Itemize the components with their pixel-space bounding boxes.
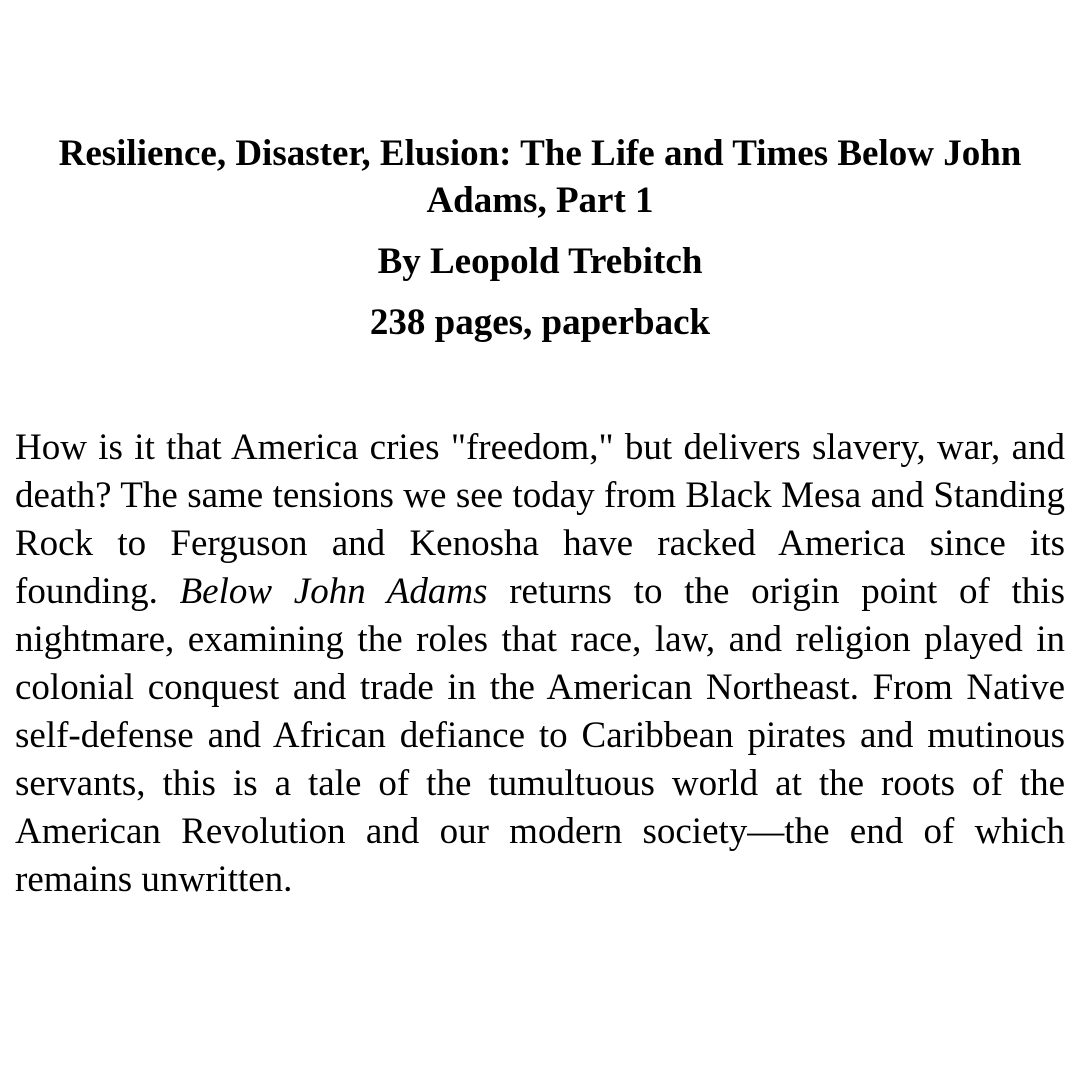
book-description <box>15 424 1065 904</box>
description-intro: How is it that America cries "freedom," but delivers slavery, war, and death? The same tensions we see today from Black Mesa and Standing Rock to Ferguson and Kenosha have racked America since its founding. <box>15 427 1065 612</box>
book-title: Resilience, Disaster, Elusion: The Life and Times Below John Adams, Part 1 <box>58 133 1022 221</box>
description-book-title: Below John Adams <box>179 571 488 612</box>
book-header <box>15 130 1065 346</box>
book-author: By Leopold Trebitch <box>377 241 703 282</box>
book-format: 238 pages, paperback <box>369 302 711 343</box>
description-rest: returns to the origin point of this nightmare, examining the roles that race, law, and religion played in colonial conquest and trade in the American Northeast. From Native self-defense and African defiance to Caribbean pirates and mutinous servants, this is a tale of the tumultuous world at the roots of the American Revolution and our modern society—the end of which remains unwritten. <box>15 571 1065 900</box>
